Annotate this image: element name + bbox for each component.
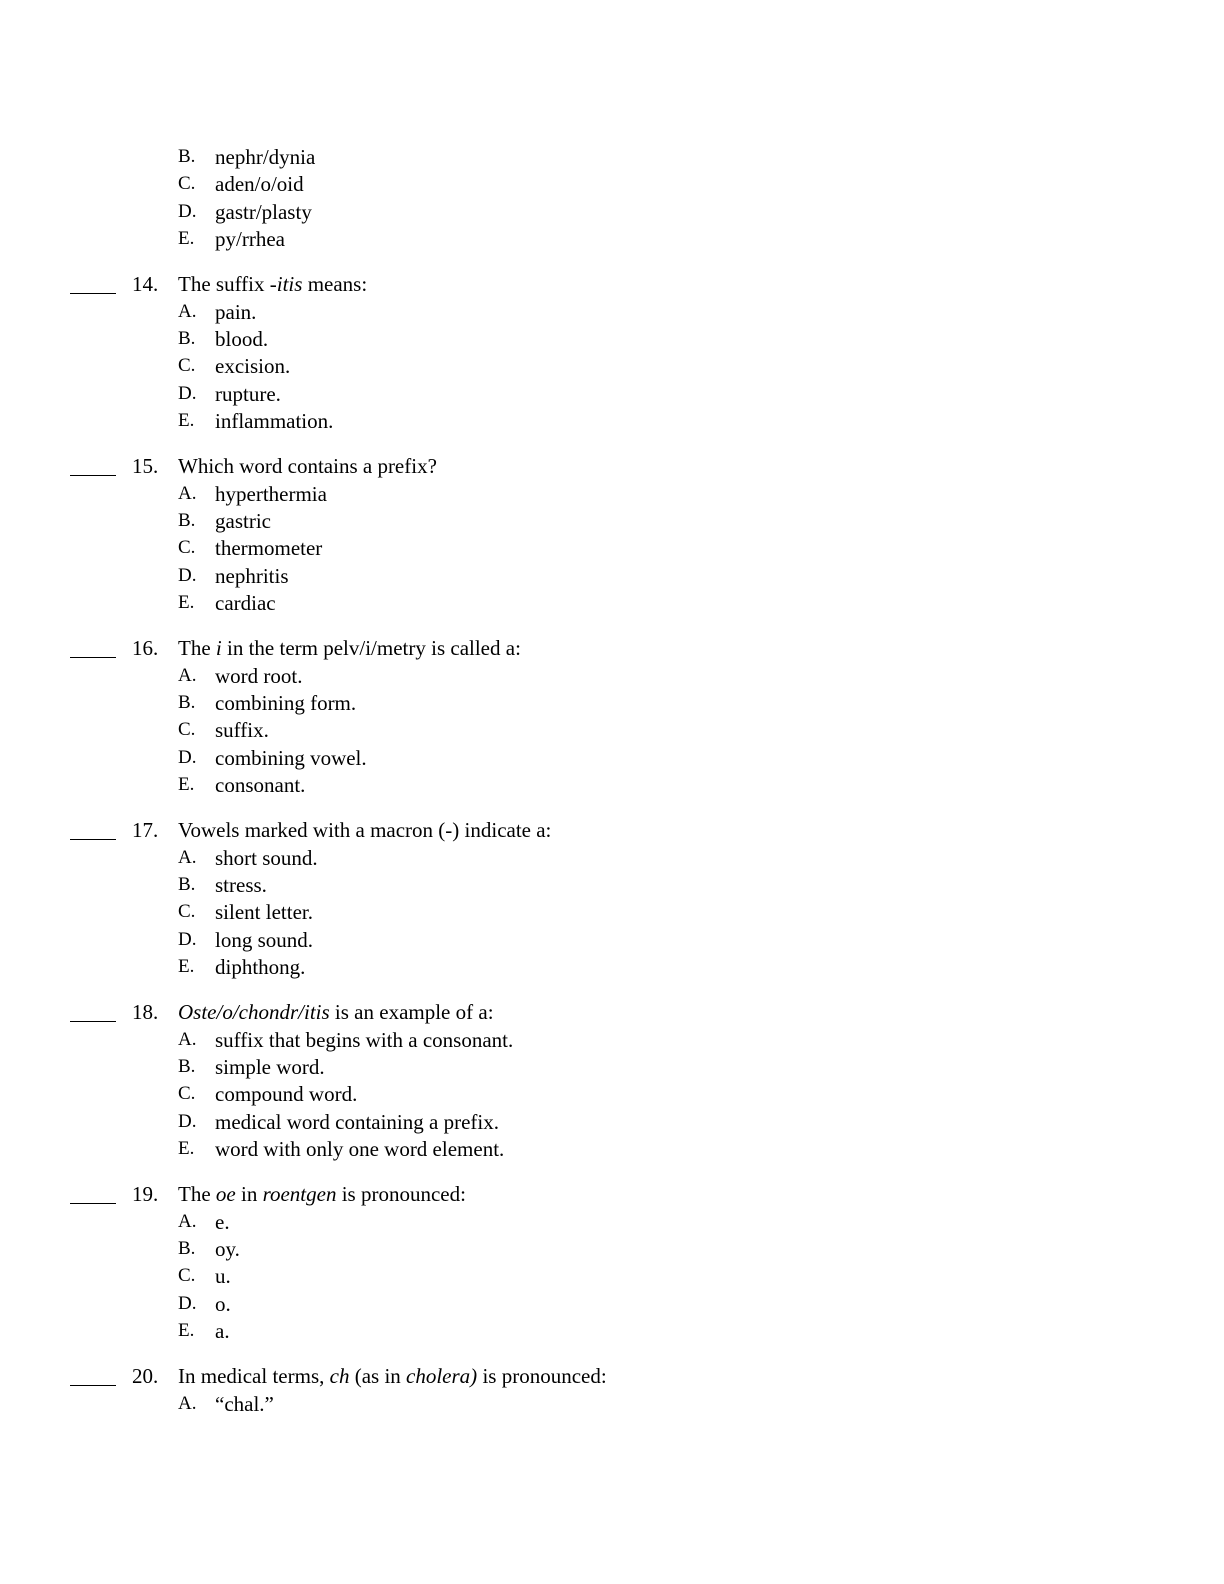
answer-blank[interactable]: [70, 1385, 116, 1386]
option-letter: E.: [178, 228, 195, 249]
option-text: excision.: [215, 354, 291, 378]
option-letter: E.: [178, 774, 195, 795]
option-text: blood.: [215, 327, 269, 351]
question-stem: Oste/o/chondr/itis is an example of a:: [178, 1000, 494, 1024]
option-letter: B.: [178, 1238, 196, 1259]
option-text: py/rrhea: [215, 227, 285, 251]
option-letter: C.: [178, 901, 196, 922]
option-text: word with only one word element.: [215, 1137, 505, 1161]
option-text: stress.: [215, 873, 267, 897]
option-text: word root.: [215, 664, 303, 688]
option-text: compound word.: [215, 1082, 358, 1106]
answer-blank[interactable]: [70, 839, 116, 840]
option-text: u.: [215, 1264, 231, 1288]
option-text: gastric: [215, 509, 271, 533]
question-stem: The suffix -itis means:: [178, 272, 368, 296]
question-number: 17.: [132, 818, 159, 842]
option-text: suffix.: [215, 718, 269, 742]
option-text: medical word containing a prefix.: [215, 1110, 499, 1134]
option-letter: E.: [178, 1138, 195, 1159]
option-text: hyperthermia: [215, 482, 327, 506]
option-letter: C.: [178, 1265, 196, 1286]
option-text: consonant.: [215, 773, 306, 797]
option-letter: B.: [178, 510, 196, 531]
option-letter: A.: [178, 483, 197, 504]
option-text: a.: [215, 1319, 230, 1343]
option-letter: B.: [178, 874, 196, 895]
option-letter: D.: [178, 1293, 197, 1314]
option-letter: A.: [178, 1211, 197, 1232]
question-number: 18.: [132, 1000, 159, 1024]
option-letter: E.: [178, 592, 195, 613]
option-letter: C.: [178, 719, 196, 740]
question-stem: The oe in roentgen is pronounced:: [178, 1182, 466, 1206]
answer-blank[interactable]: [70, 293, 116, 294]
option-letter: D.: [178, 383, 197, 404]
option-letter: E.: [178, 410, 195, 431]
answer-blank[interactable]: [70, 1203, 116, 1204]
question-number: 20.: [132, 1364, 159, 1388]
option-text: pain.: [215, 300, 257, 324]
option-letter: A.: [178, 1393, 197, 1414]
question-stem: In medical terms, ch (as in cholera) is pronounced:: [178, 1364, 607, 1388]
option-text: short sound.: [215, 846, 318, 870]
option-text: cardiac: [215, 591, 276, 615]
option-text: aden/o/oid: [215, 172, 304, 196]
option-letter: E.: [178, 1320, 195, 1341]
question-stem: Vowels marked with a macron (-) indicate a:: [178, 818, 552, 842]
answer-blank[interactable]: [70, 657, 116, 658]
question-stem: Which word contains a prefix?: [178, 454, 437, 478]
option-letter: A.: [178, 847, 197, 868]
question-number: 15.: [132, 454, 159, 478]
option-letter: B.: [178, 146, 196, 167]
option-letter: A.: [178, 1029, 197, 1050]
option-text: silent letter.: [215, 900, 313, 924]
option-letter: D.: [178, 747, 197, 768]
option-letter: C.: [178, 1083, 196, 1104]
option-letter: D.: [178, 929, 197, 950]
option-text: combining vowel.: [215, 746, 367, 770]
option-text: rupture.: [215, 382, 281, 406]
option-text: combining form.: [215, 691, 357, 715]
option-letter: B.: [178, 328, 196, 349]
option-letter: B.: [178, 1056, 196, 1077]
answer-blank[interactable]: [70, 475, 116, 476]
answer-blank[interactable]: [70, 1021, 116, 1022]
question-stem: The i in the term pelv/i/metry is called a:: [178, 636, 521, 660]
option-text: simple word.: [215, 1055, 325, 1079]
option-text: “chal.”: [215, 1392, 274, 1416]
option-text: nephr/dynia: [215, 145, 316, 169]
option-letter: C.: [178, 537, 196, 558]
option-text: suffix that begins with a consonant.: [215, 1028, 514, 1052]
option-letter: B.: [178, 692, 196, 713]
option-text: nephritis: [215, 564, 289, 588]
option-text: diphthong.: [215, 955, 306, 979]
option-letter: D.: [178, 1111, 197, 1132]
option-letter: D.: [178, 201, 197, 222]
option-letter: E.: [178, 956, 195, 977]
option-text: inflammation.: [215, 409, 334, 433]
option-text: oy.: [215, 1237, 240, 1261]
question-number: 19.: [132, 1182, 159, 1206]
option-letter: A.: [178, 301, 197, 322]
question-number: 16.: [132, 636, 159, 660]
option-text: e.: [215, 1210, 230, 1234]
option-letter: D.: [178, 565, 197, 586]
option-text: thermometer: [215, 536, 323, 560]
option-letter: C.: [178, 173, 196, 194]
question-number: 14.: [132, 272, 159, 296]
option-letter: A.: [178, 665, 197, 686]
option-letter: C.: [178, 355, 196, 376]
option-text: gastr/plasty: [215, 200, 312, 224]
option-text: long sound.: [215, 928, 314, 952]
option-text: o.: [215, 1292, 231, 1316]
